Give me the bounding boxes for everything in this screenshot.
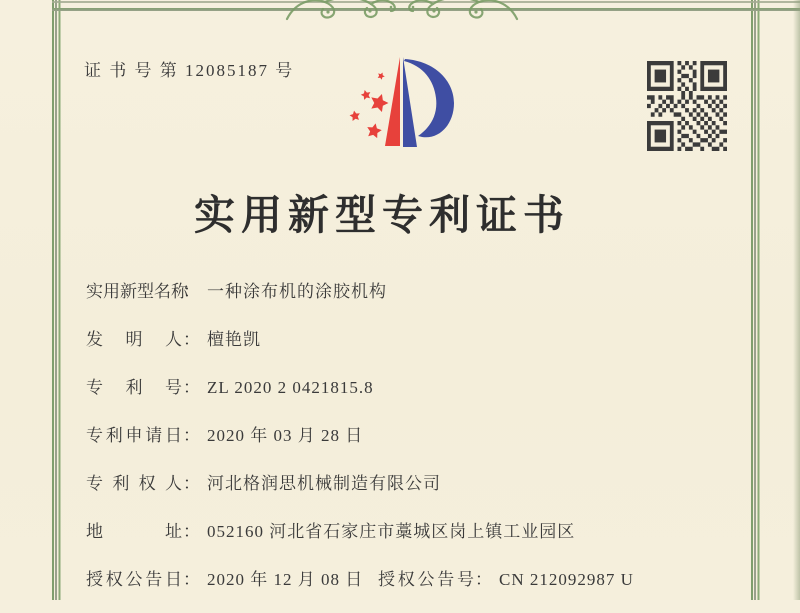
border-flourish-icon: [281, 0, 523, 21]
field-label: 专利权人: [86, 474, 182, 493]
field-value: CN 212092987 U: [499, 570, 634, 589]
field-label: 专利号: [86, 378, 182, 397]
frame-border-left: [52, 0, 61, 600]
field-value: ZL 2020 2 0421815.8: [207, 378, 374, 397]
field-label: 专利申请日: [86, 426, 182, 445]
field-value: 一种涂布机的涂胶机构: [207, 282, 387, 301]
field-colon: ：: [183, 378, 200, 397]
field-colon: ：: [183, 474, 200, 493]
field-colon: ：: [183, 330, 200, 349]
qr-code-icon: [647, 61, 727, 151]
grant-date-pair: [86, 570, 363, 589]
field-value: 052160 河北省石家庄市藁城区岗上镇工业园区: [207, 522, 576, 541]
field-row-utility-model-name: [86, 277, 726, 325]
field-value: 檀艳凯: [207, 330, 261, 349]
field-label: 授权公告号: [378, 570, 474, 589]
field-colon: ：: [183, 282, 200, 301]
field-label: 授权公告日: [86, 570, 182, 589]
certificate-number: 证 书 号 第 12085187 号: [84, 61, 295, 80]
field-value: 2020 年 12 月 08 日: [207, 570, 364, 589]
field-row-filing-date: [86, 421, 726, 469]
field-colon: ：: [475, 570, 492, 589]
certificate-fields: [86, 277, 726, 613]
field-row-grant-announcement: [86, 565, 726, 613]
field-label: 发明人: [86, 330, 182, 349]
scan-page-edge: [793, 0, 800, 600]
field-colon: ：: [183, 522, 200, 541]
grant-number-pair: [378, 565, 634, 590]
field-row-address: [86, 517, 726, 565]
field-row-patent-number: [86, 373, 726, 421]
field-label: 实用新型名称: [86, 282, 188, 301]
field-colon: ：: [183, 570, 200, 589]
certificate-title: 实用新型专利证书: [194, 192, 570, 238]
field-colon: ：: [183, 426, 200, 445]
field-value: 河北格润思机械制造有限公司: [207, 474, 441, 493]
frame-border-right: [751, 0, 760, 600]
field-value: 2020 年 03 月 28 日: [207, 426, 364, 445]
field-row-patentee: [86, 469, 726, 517]
field-row-inventor: [86, 325, 726, 373]
field-label: 地址: [86, 522, 182, 541]
patent-office-logo-icon: [338, 54, 468, 164]
